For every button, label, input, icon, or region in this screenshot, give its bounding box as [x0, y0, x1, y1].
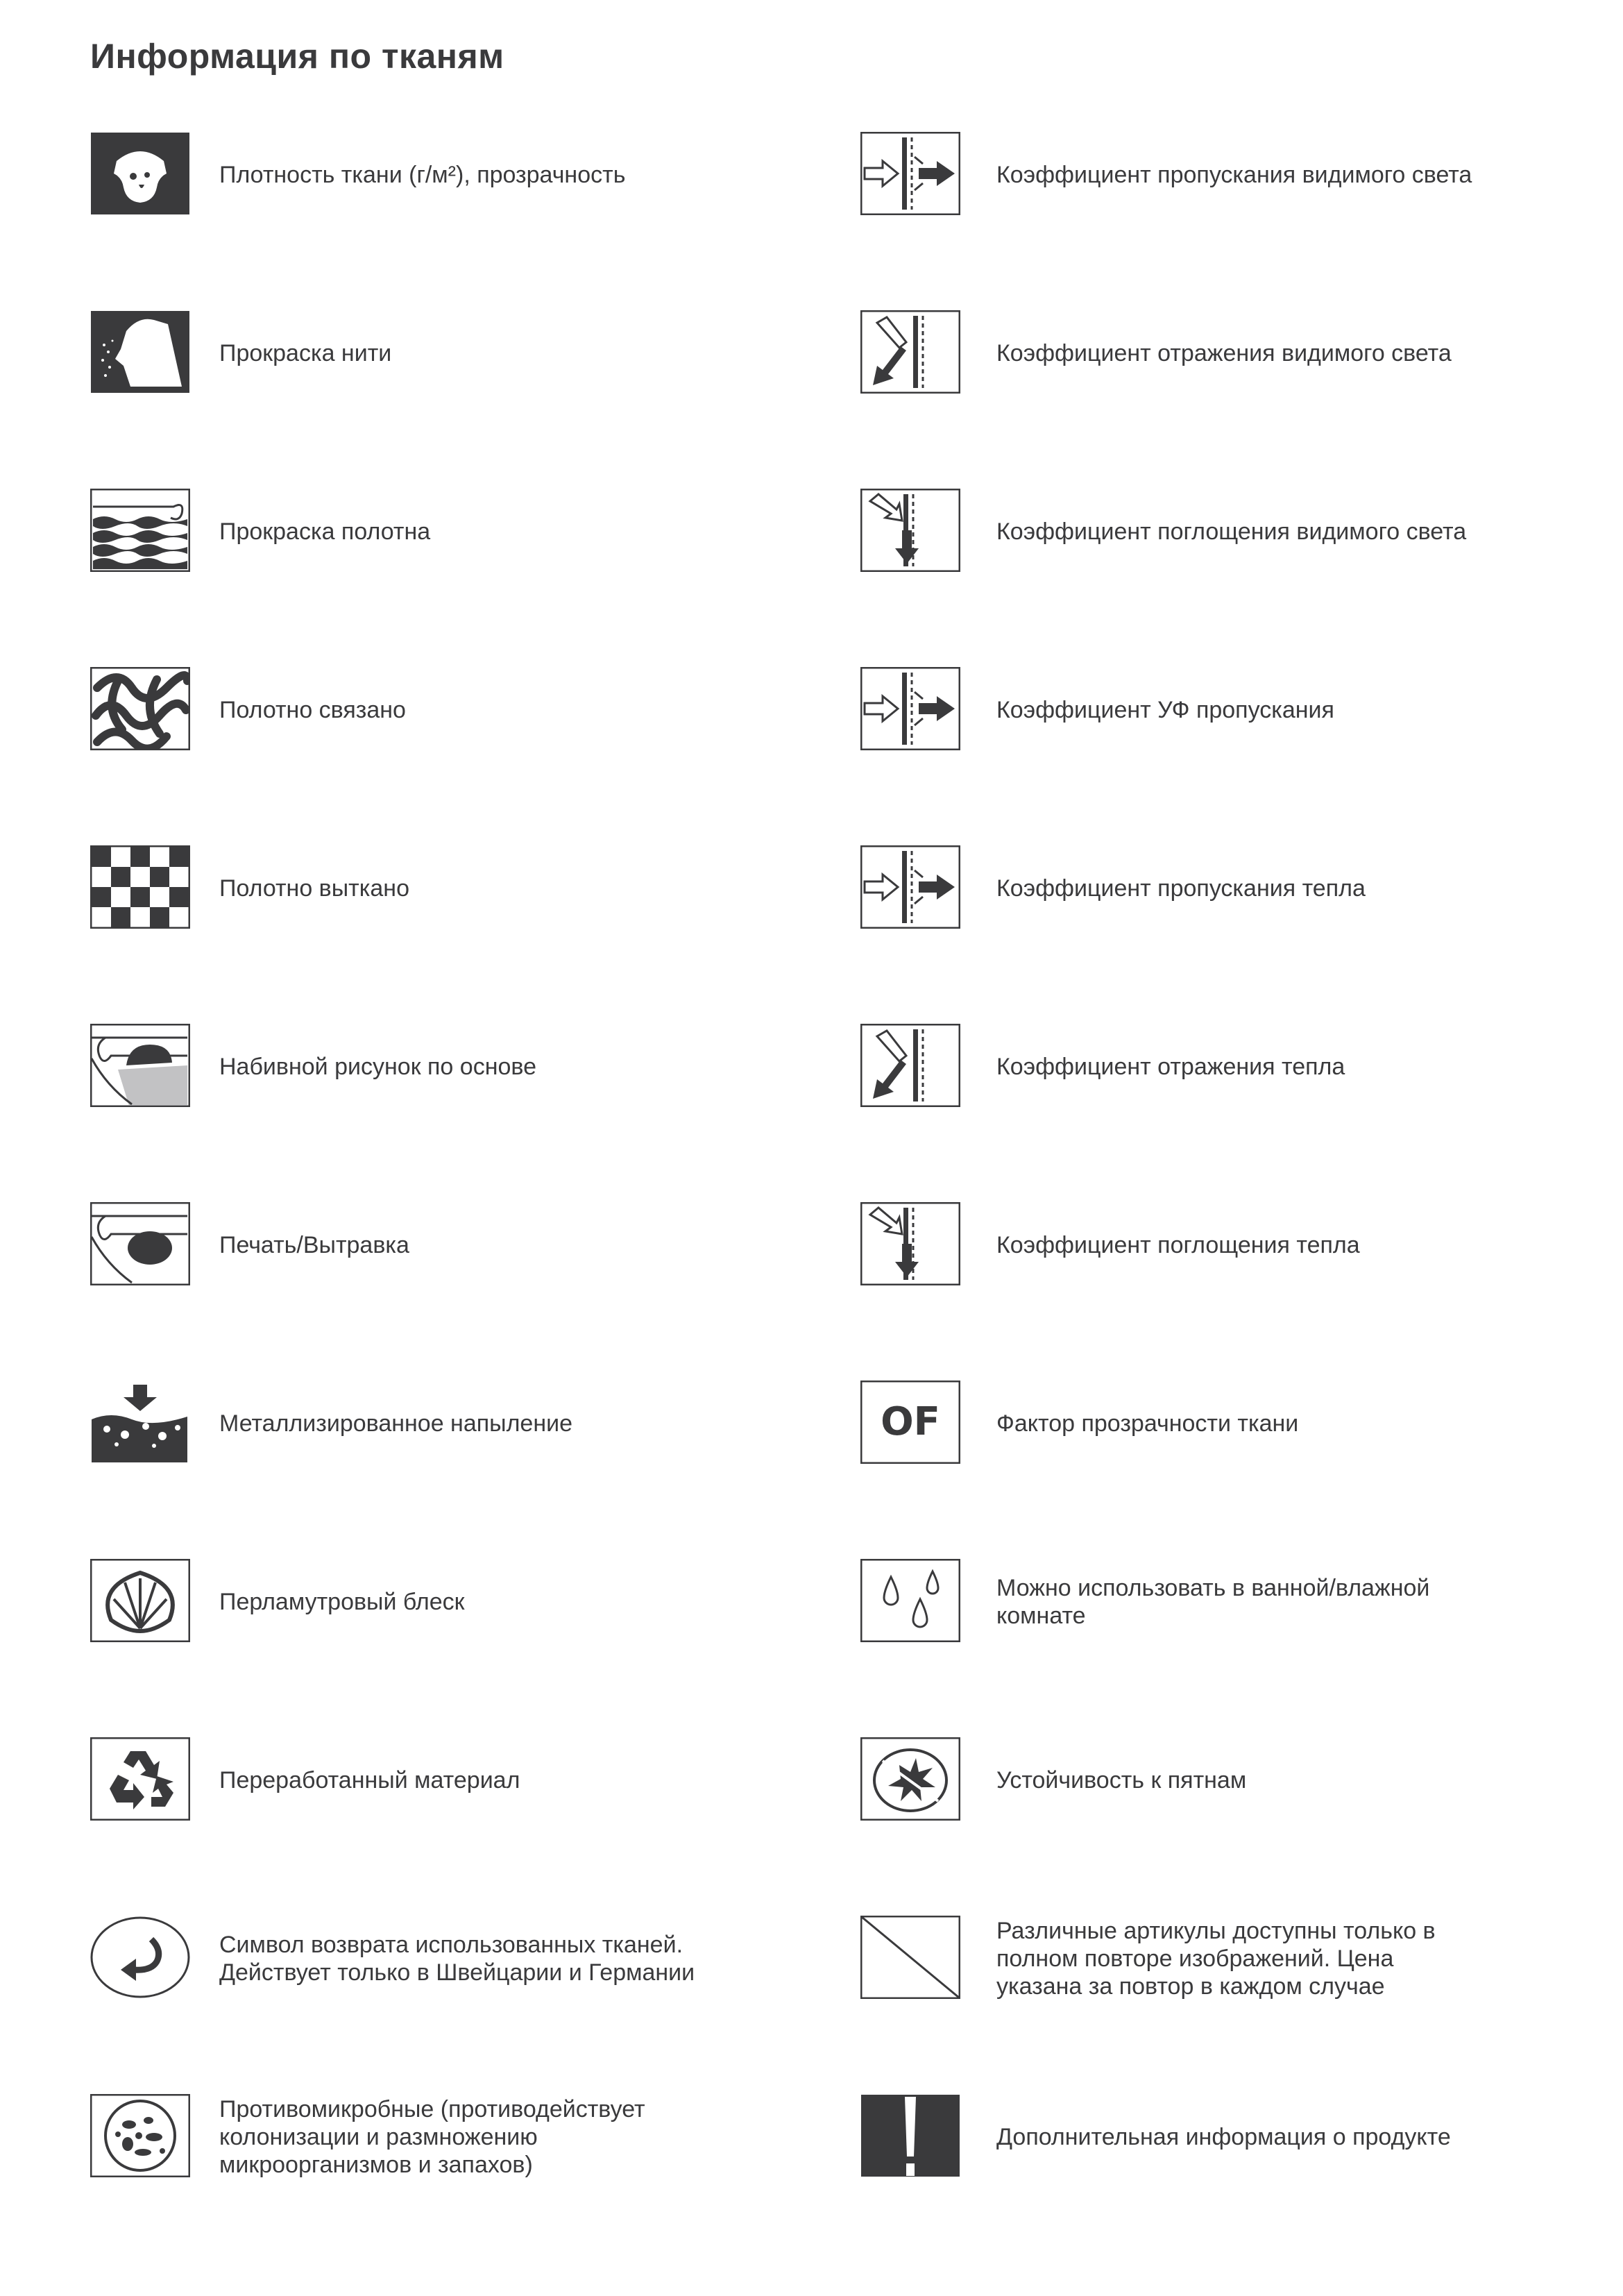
legend-label: Набивной рисунок по основе — [219, 1054, 536, 1080]
legend-label: Символ возврата использованных тканей. Действует только в Швейцарии и Германии — [219, 1932, 695, 1986]
legend-label: Печать/Вытравка — [219, 1232, 409, 1258]
legend-label: Коэффициент поглощения тепла — [996, 1232, 1360, 1258]
legend-label: Противомикробные (противодействует колонизации и размножению микроорганизмов и запахов) — [219, 2096, 645, 2178]
legend-label: Прокраска нити — [219, 340, 392, 366]
legend-label: Устойчивость к пятнам — [996, 1767, 1247, 1793]
legend-label: Коэффициент поглощения видимого света — [996, 518, 1467, 545]
legend-label: Коэффициент отражения видимого света — [996, 340, 1452, 366]
legend-label: Перламутровый блеск — [219, 1589, 465, 1615]
heat-absorption-icon — [860, 1202, 960, 1285]
legend-label: Коэффициент пропускания тепла — [996, 875, 1366, 902]
pearl-shell-icon — [90, 1559, 190, 1642]
piece-dyed-icon — [90, 489, 190, 572]
legend-label: Дополнительная информация о продукте — [996, 2124, 1451, 2150]
return-arrow-icon — [90, 1916, 190, 1999]
metallized-coating-icon — [90, 1381, 190, 1464]
legend-label: Коэффициент УФ пропускания — [996, 697, 1334, 723]
legend-label: Коэффициент пропускания видимого света — [996, 162, 1472, 188]
heat-transmission-icon — [860, 845, 960, 929]
openness-factor-text: OF — [881, 1399, 940, 1444]
legend-label: Полотно выткано — [219, 875, 409, 902]
printed-base-icon — [90, 1024, 190, 1107]
print-discharge-icon — [90, 1202, 190, 1285]
light-absorption-icon — [860, 489, 960, 572]
openness-factor-icon — [860, 1381, 960, 1464]
fabric-density-icon — [90, 132, 190, 215]
legend-label: Переработанный материал — [219, 1767, 520, 1793]
knitted-icon — [90, 667, 190, 750]
water-drops-icon — [860, 1559, 960, 1642]
legend-label: Металлизированное напыление — [219, 1410, 573, 1437]
light-reflection-icon — [860, 310, 960, 394]
legend-label: Коэффициент отражения тепла — [996, 1054, 1345, 1080]
legend-label: Различные артикулы доступны только в полном повторе изображений. Цена указана за повтор в каждом случае — [996, 1918, 1436, 2000]
legend-label: Полотно связано — [219, 697, 406, 723]
uv-transmission-icon — [860, 667, 960, 750]
recycle-icon — [90, 1737, 190, 1821]
full-repeat-icon — [860, 1916, 960, 1999]
page-title: Информация по тканям — [90, 37, 504, 76]
legend-label: Прокраска полотна — [219, 518, 431, 545]
exclamation-icon — [860, 2094, 960, 2177]
stain-resistance-icon — [860, 1737, 960, 1821]
light-transmission-icon — [860, 132, 960, 215]
legend-label: Можно использовать в ванной/влажной комнате — [996, 1575, 1430, 1629]
legend-label: Фактор прозрачности ткани — [996, 1410, 1299, 1437]
heat-reflection-icon — [860, 1024, 960, 1107]
woven-icon — [90, 845, 190, 929]
legend-label: Плотность ткани (г/м²), прозрачность — [219, 162, 626, 188]
yarn-dyed-icon — [90, 310, 190, 394]
antimicrobial-icon — [90, 2094, 190, 2177]
